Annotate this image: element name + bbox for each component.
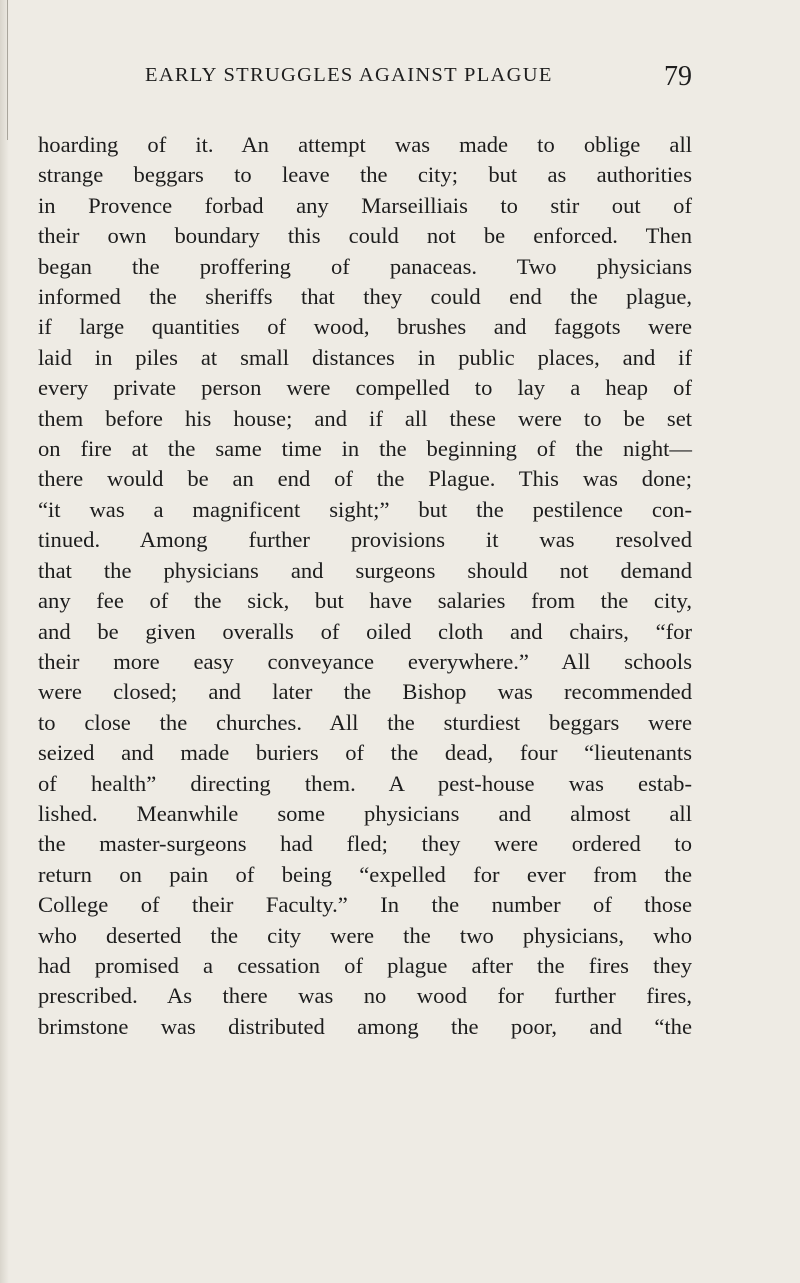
text-line: “it was a magnificent sight;” but the pestilence con- [38,496,692,522]
text-line: the master-surgeons had fled; they were ordered to [38,831,692,857]
text-line: there would be an end of the Plague. This was done; [38,466,692,492]
text-line: had promised a cessation of plague after the fires they [38,952,692,978]
text-line: their own boundary this could not be enforced. Then [38,223,692,249]
text-line: them before his house; and if all these were to be set [38,405,692,431]
text-line: return on pain of being “expelled for ever from the [38,861,692,887]
text-line: any fee of the sick, but have salaries from the city, [38,588,692,614]
text-line: their more easy conveyance everywhere.” All schools [38,648,692,674]
text-line: to close the churches. All the sturdiest beggars were [38,709,692,735]
text-line: strange beggars to leave the city; but as authorities [38,162,692,188]
text-line: brimstone was distributed among the poor, and “the [38,1013,692,1039]
body-paragraph [38,130,692,1042]
text-line: informed the sheriffs that they could end the plague, [38,284,692,310]
text-line: were closed; and later the Bishop was recommended [38,679,692,705]
text-line: who deserted the city were the two physicians, who [38,922,692,948]
text-line: prescribed. As there was no wood for further fires, [38,983,692,1009]
text-line: hoarding of it. An attempt was made to oblige all [38,132,692,157]
text-line: College of their Faculty.” In the number of those [38,892,692,918]
text-line: if large quantities of wood, brushes and faggots were [38,314,692,340]
text-line: on fire at the same time in the beginning of the night— [38,436,692,462]
text-line: in Provence forbad any Marseilliais to stir out of [38,192,692,218]
text-line: began the proffering of panaceas. Two physicians [38,253,692,279]
text-line: that the physicians and surgeons should not demand [38,557,692,583]
page-number: 79 [664,61,692,92]
text-line: seized and made buriers of the dead, four “lieutenants [38,740,692,766]
text-line: every private person were compelled to lay a heap of [38,375,692,401]
text-line: and be given overalls of oiled cloth and chairs, “for [38,618,692,644]
text-line: tinued. Among further provisions it was resolved [38,527,692,553]
text-line: of health” directing them. A pest-house was estab- [38,770,692,796]
text-line: lished. Meanwhile some physicians and almost all [38,800,692,826]
running-title: EARLY STRUGGLES AGAINST PLAGUE [145,64,553,86]
text-line: laid in piles at small distances in public places, and if [38,344,692,370]
